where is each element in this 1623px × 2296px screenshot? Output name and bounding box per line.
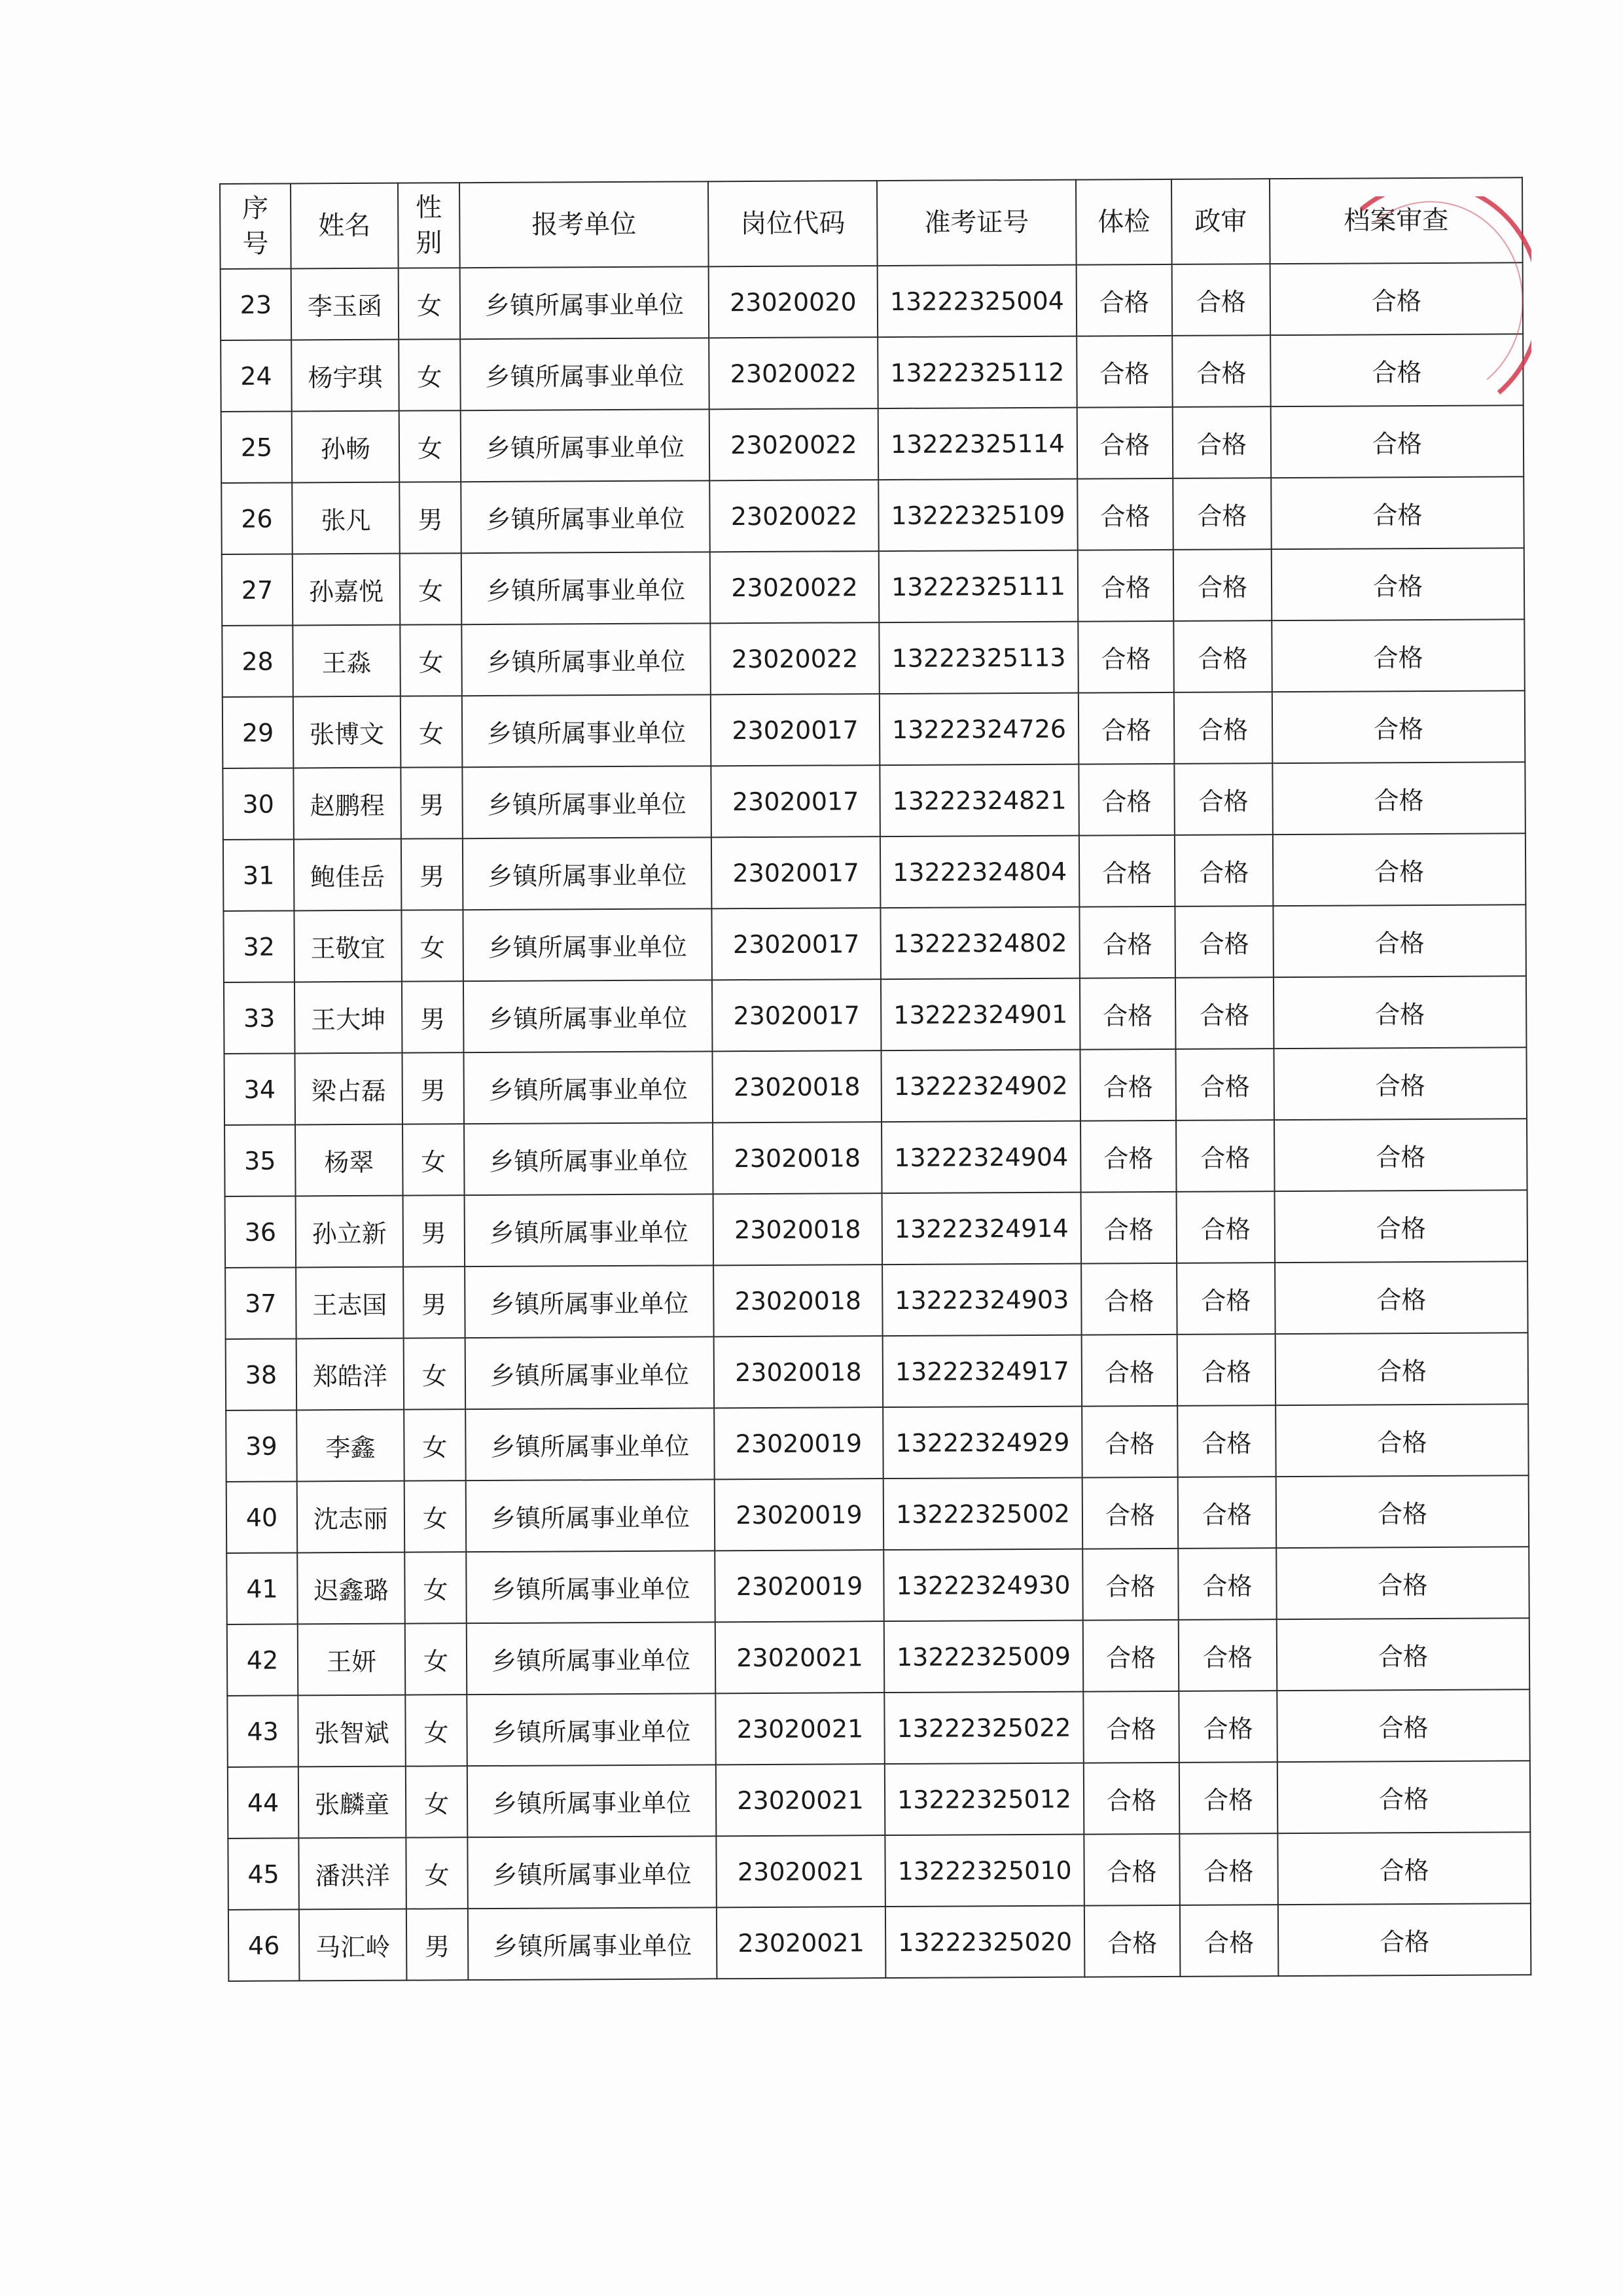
gender-cell: 女 xyxy=(399,410,461,482)
physical-result-cell: 合格 xyxy=(1080,1049,1176,1121)
header-archive: 档案审查 xyxy=(1270,177,1523,264)
gender-cell: 女 xyxy=(399,339,461,410)
gender-cell: 男 xyxy=(401,838,463,910)
physical-result-cell: 合格 xyxy=(1084,1834,1180,1906)
unit-cell: 乡镇所属事业单位 xyxy=(460,266,709,339)
ticket-no-cell: 13222325009 xyxy=(884,1621,1084,1693)
ticket-no-cell: 13222324904 xyxy=(882,1121,1081,1193)
physical-result-cell: 合格 xyxy=(1079,692,1175,764)
post-code-cell: 23020022 xyxy=(709,408,879,480)
gender-cell: 男 xyxy=(402,1052,464,1124)
post-code-cell: 23020019 xyxy=(714,1407,883,1479)
unit-cell: 乡镇所属事业单位 xyxy=(461,480,710,553)
seq-cell: 23 xyxy=(221,268,292,340)
political-result-cell: 合格 xyxy=(1179,1619,1277,1691)
post-code-cell: 23020022 xyxy=(710,622,880,694)
header-physical: 体检 xyxy=(1076,179,1172,265)
table-row xyxy=(228,1832,1531,1910)
unit-cell: 乡镇所属事业单位 xyxy=(468,1907,717,1980)
political-result-cell: 合格 xyxy=(1177,1334,1276,1406)
physical-result-cell: 合格 xyxy=(1083,1620,1179,1692)
archive-result-cell: 合格 xyxy=(1276,1547,1529,1619)
unit-cell: 乡镇所属事业单位 xyxy=(461,409,710,482)
ticket-no-cell: 13222325004 xyxy=(878,265,1077,337)
table-row xyxy=(223,691,1525,768)
name-cell: 孙嘉悦 xyxy=(293,554,401,626)
archive-result-cell: 合格 xyxy=(1277,1618,1530,1691)
physical-result-cell: 合格 xyxy=(1081,1263,1177,1335)
gender-cell: 女 xyxy=(406,1837,468,1909)
political-result-cell: 合格 xyxy=(1174,692,1273,764)
post-code-cell: 23020020 xyxy=(709,266,878,338)
post-code-cell: 23020021 xyxy=(716,1764,885,1836)
name-cell: 张凡 xyxy=(292,482,400,554)
political-result-cell: 合格 xyxy=(1180,1905,1279,1977)
table-row xyxy=(221,262,1524,340)
post-code-cell: 23020018 xyxy=(713,1193,883,1265)
physical-result-cell: 合格 xyxy=(1084,1763,1180,1835)
post-code-cell: 23020022 xyxy=(709,337,878,409)
unit-cell: 乡镇所属事业单位 xyxy=(465,1265,714,1338)
table-row xyxy=(224,1047,1527,1125)
table-row xyxy=(225,1190,1528,1268)
gender-cell: 女 xyxy=(401,910,463,981)
name-cell: 杨宇琪 xyxy=(291,340,399,412)
name-cell: 沈志丽 xyxy=(297,1481,405,1553)
table-row xyxy=(226,1404,1529,1482)
name-cell: 潘洪洋 xyxy=(298,1838,406,1910)
ticket-no-cell: 13222325020 xyxy=(885,1906,1085,1978)
unit-cell: 乡镇所属事业单位 xyxy=(463,1051,713,1124)
political-result-cell: 合格 xyxy=(1179,1762,1278,1834)
political-result-cell: 合格 xyxy=(1175,977,1274,1049)
archive-result-cell: 合格 xyxy=(1276,1475,1529,1548)
political-result-cell: 合格 xyxy=(1174,763,1273,835)
name-cell: 王志国 xyxy=(296,1267,404,1339)
unit-cell: 乡镇所属事业单位 xyxy=(461,623,711,696)
archive-result-cell: 合格 xyxy=(1271,405,1524,478)
unit-cell: 乡镇所属事业单位 xyxy=(463,908,712,981)
name-cell: 孙畅 xyxy=(292,411,400,483)
ticket-no-cell: 13222325114 xyxy=(878,408,1078,480)
table-row xyxy=(223,833,1526,911)
physical-result-cell: 合格 xyxy=(1078,550,1174,622)
physical-result-cell: 合格 xyxy=(1079,835,1175,907)
unit-cell: 乡镇所属事业单位 xyxy=(461,552,711,624)
political-result-cell: 合格 xyxy=(1179,1833,1278,1905)
unit-cell: 乡镇所属事业单位 xyxy=(463,837,712,910)
archive-result-cell: 合格 xyxy=(1277,1832,1531,1905)
gender-cell: 男 xyxy=(406,1909,469,1980)
table-row xyxy=(226,1333,1529,1410)
ticket-no-cell: 13222325111 xyxy=(879,550,1079,622)
name-cell: 王大坤 xyxy=(294,982,402,1054)
physical-result-cell: 合格 xyxy=(1080,978,1176,1050)
physical-result-cell: 合格 xyxy=(1079,906,1175,978)
table-body xyxy=(221,262,1531,1981)
post-code-cell: 23020018 xyxy=(713,1265,883,1336)
archive-result-cell: 合格 xyxy=(1275,1261,1528,1334)
political-result-cell: 合格 xyxy=(1177,1191,1275,1263)
political-result-cell: 合格 xyxy=(1172,335,1271,407)
archive-result-cell: 合格 xyxy=(1275,1190,1528,1263)
archive-result-cell: 合格 xyxy=(1278,1903,1531,1976)
political-result-cell: 合格 xyxy=(1172,264,1271,336)
seq-cell: 28 xyxy=(222,625,293,697)
ticket-no-cell: 13222325112 xyxy=(878,336,1077,408)
political-result-cell: 合格 xyxy=(1173,549,1272,621)
table-row xyxy=(225,1261,1528,1339)
header-name: 姓名 xyxy=(291,183,399,269)
seq-cell: 43 xyxy=(227,1695,298,1767)
header-gender xyxy=(398,183,460,268)
seq-cell: 44 xyxy=(228,1767,299,1839)
ticket-no-cell: 13222325113 xyxy=(879,622,1079,694)
archive-result-cell: 合格 xyxy=(1277,1689,1530,1762)
post-code-cell: 23020021 xyxy=(715,1693,885,1765)
political-result-cell: 合格 xyxy=(1178,1477,1277,1549)
name-cell: 王妍 xyxy=(298,1624,406,1696)
physical-result-cell: 合格 xyxy=(1077,264,1173,336)
archive-result-cell: 合格 xyxy=(1270,262,1524,335)
physical-result-cell: 合格 xyxy=(1084,1905,1181,1977)
name-cell: 李玉函 xyxy=(291,268,399,340)
post-code-cell: 23020021 xyxy=(715,1621,885,1693)
seq-cell: 35 xyxy=(224,1124,296,1196)
seq-cell: 42 xyxy=(227,1624,298,1696)
archive-result-cell: 合格 xyxy=(1272,548,1525,620)
archive-result-cell: 合格 xyxy=(1274,976,1527,1049)
gender-cell: 女 xyxy=(404,1338,466,1409)
archive-result-cell: 合格 xyxy=(1274,1047,1527,1120)
name-cell: 郑皓洋 xyxy=(296,1338,404,1410)
gender-cell: 女 xyxy=(404,1552,467,1623)
seq-cell: 41 xyxy=(226,1552,298,1624)
political-result-cell: 合格 xyxy=(1175,834,1274,906)
seq-cell: 45 xyxy=(228,1838,299,1910)
unit-cell: 乡镇所属事业单位 xyxy=(467,1622,716,1695)
post-code-cell: 23020017 xyxy=(711,908,881,980)
seq-cell: 46 xyxy=(228,1909,300,1981)
seq-cell: 34 xyxy=(224,1053,295,1125)
unit-cell: 乡镇所属事业单位 xyxy=(465,1194,714,1266)
political-result-cell: 合格 xyxy=(1176,1120,1275,1192)
name-cell: 梁占磊 xyxy=(294,1053,402,1125)
physical-result-cell: 合格 xyxy=(1078,621,1174,693)
political-result-cell: 合格 xyxy=(1178,1548,1277,1620)
post-code-cell: 23020021 xyxy=(717,1907,886,1979)
archive-result-cell: 合格 xyxy=(1272,619,1525,692)
unit-cell: 乡镇所属事业单位 xyxy=(460,338,709,410)
unit-cell: 乡镇所属事业单位 xyxy=(467,1836,717,1909)
gender-cell: 女 xyxy=(404,1480,467,1552)
name-cell: 马汇岭 xyxy=(299,1909,407,1981)
unit-cell: 乡镇所属事业单位 xyxy=(464,1122,713,1195)
archive-result-cell: 合格 xyxy=(1273,833,1526,906)
post-code-cell: 23020018 xyxy=(713,1122,882,1194)
ticket-no-cell: 13222325022 xyxy=(884,1692,1084,1764)
gender-cell: 男 xyxy=(399,482,461,553)
table-row xyxy=(224,1119,1527,1196)
unit-cell: 乡镇所属事业单位 xyxy=(465,1336,715,1409)
physical-result-cell: 合格 xyxy=(1082,1406,1178,1478)
ticket-no-cell: 13222325002 xyxy=(883,1478,1083,1550)
seq-cell: 38 xyxy=(226,1338,297,1410)
name-cell: 张智斌 xyxy=(298,1695,406,1767)
table-row xyxy=(227,1689,1530,1767)
name-cell: 王淼 xyxy=(293,625,401,697)
name-cell: 孙立新 xyxy=(296,1196,404,1268)
header-seq xyxy=(220,183,291,269)
seq-cell: 37 xyxy=(225,1267,296,1339)
seq-cell: 24 xyxy=(221,340,292,412)
seq-cell: 27 xyxy=(222,554,293,626)
archive-result-cell: 合格 xyxy=(1273,905,1526,977)
seq-cell: 31 xyxy=(223,839,294,911)
ticket-no-cell: 13222324903 xyxy=(882,1264,1082,1336)
header-seq-line2: 号 xyxy=(242,228,269,259)
gender-cell: 女 xyxy=(405,1623,467,1695)
table-row xyxy=(228,1903,1531,1981)
table-row xyxy=(221,334,1524,412)
header-political: 政审 xyxy=(1171,179,1270,264)
political-result-cell: 合格 xyxy=(1177,1405,1276,1477)
unit-cell: 乡镇所属事业单位 xyxy=(463,980,713,1052)
seq-cell: 33 xyxy=(224,982,295,1054)
ticket-no-cell: 13222324726 xyxy=(880,693,1079,765)
gender-cell: 女 xyxy=(406,1766,468,1837)
physical-result-cell: 合格 xyxy=(1080,1121,1177,1193)
header-post-code: 岗位代码 xyxy=(708,181,878,266)
physical-result-cell: 合格 xyxy=(1077,407,1173,479)
name-cell: 赵鹏程 xyxy=(293,768,401,840)
ticket-no-cell: 13222324902 xyxy=(881,1050,1080,1122)
gender-cell: 女 xyxy=(404,1409,466,1480)
table-row xyxy=(227,1618,1530,1696)
post-code-cell: 23020018 xyxy=(712,1050,882,1122)
political-result-cell: 合格 xyxy=(1173,478,1272,550)
seq-cell: 32 xyxy=(223,910,294,982)
table-row xyxy=(221,476,1524,554)
seq-cell: 29 xyxy=(223,696,294,768)
archive-result-cell: 合格 xyxy=(1277,1761,1531,1833)
gender-cell: 女 xyxy=(401,696,463,767)
table-row xyxy=(222,548,1525,626)
seq-cell: 30 xyxy=(223,768,294,840)
name-cell: 王敬宜 xyxy=(294,910,402,982)
ticket-no-cell: 13222325012 xyxy=(885,1763,1084,1835)
political-result-cell: 合格 xyxy=(1173,620,1272,692)
physical-result-cell: 合格 xyxy=(1082,1549,1179,1621)
gender-cell: 女 xyxy=(399,268,461,339)
archive-result-cell: 合格 xyxy=(1275,1404,1529,1477)
ticket-no-cell: 13222324802 xyxy=(880,907,1080,979)
ticket-no-cell: 13222324917 xyxy=(883,1335,1082,1407)
political-result-cell: 合格 xyxy=(1179,1691,1277,1763)
name-cell: 鲍佳岳 xyxy=(294,839,402,911)
unit-cell: 乡镇所属事业单位 xyxy=(466,1551,715,1623)
political-result-cell: 合格 xyxy=(1175,906,1274,978)
name-cell: 张麟童 xyxy=(298,1767,406,1839)
name-cell: 张博文 xyxy=(293,696,401,768)
post-code-cell: 23020017 xyxy=(711,765,880,837)
gender-cell: 女 xyxy=(402,1124,465,1195)
table-row xyxy=(221,405,1524,483)
unit-cell: 乡镇所属事业单位 xyxy=(462,766,711,838)
post-code-cell: 23020018 xyxy=(714,1336,883,1408)
post-code-cell: 23020022 xyxy=(709,480,879,552)
table-row xyxy=(224,976,1527,1054)
physical-result-cell: 合格 xyxy=(1077,336,1173,408)
seq-cell: 36 xyxy=(225,1196,296,1268)
seq-cell: 40 xyxy=(226,1481,298,1553)
ticket-no-cell: 13222324914 xyxy=(882,1193,1082,1265)
gender-cell: 女 xyxy=(400,553,462,624)
archive-result-cell: 合格 xyxy=(1271,476,1524,549)
table-row xyxy=(223,762,1525,840)
physical-result-cell: 合格 xyxy=(1077,478,1173,550)
gender-cell: 女 xyxy=(405,1695,467,1766)
seq-cell: 26 xyxy=(221,482,293,554)
ticket-no-cell: 13222324901 xyxy=(881,978,1080,1050)
physical-result-cell: 合格 xyxy=(1079,764,1175,836)
post-code-cell: 23020022 xyxy=(710,551,880,623)
header-gender-line1: 性 xyxy=(416,192,442,223)
unit-cell: 乡镇所属事业单位 xyxy=(466,1479,715,1552)
post-code-cell: 23020021 xyxy=(716,1835,885,1907)
ticket-no-cell: 13222324930 xyxy=(883,1549,1083,1621)
gender-cell: 男 xyxy=(401,767,463,838)
table-row xyxy=(226,1547,1529,1624)
table-row xyxy=(223,905,1526,982)
archive-result-cell: 合格 xyxy=(1274,1119,1527,1191)
name-cell: 迟鑫璐 xyxy=(297,1552,405,1624)
table-row xyxy=(228,1761,1531,1839)
post-code-cell: 23020019 xyxy=(715,1479,884,1551)
unit-cell: 乡镇所属事业单位 xyxy=(467,1765,717,1837)
political-result-cell: 合格 xyxy=(1173,406,1272,478)
table-row xyxy=(222,619,1525,697)
header-seq-line1: 序 xyxy=(242,193,269,224)
name-cell: 李鑫 xyxy=(296,1410,404,1482)
seq-cell: 25 xyxy=(221,411,293,483)
political-result-cell: 合格 xyxy=(1177,1263,1275,1335)
ticket-no-cell: 13222324804 xyxy=(880,836,1080,908)
table-row xyxy=(226,1475,1529,1553)
gender-cell: 女 xyxy=(400,624,462,696)
unit-cell: 乡镇所属事业单位 xyxy=(462,694,711,767)
post-code-cell: 23020017 xyxy=(711,836,881,908)
header-gender-line2: 别 xyxy=(416,228,442,259)
political-result-cell: 合格 xyxy=(1175,1049,1274,1121)
physical-result-cell: 合格 xyxy=(1083,1691,1179,1763)
gender-cell: 男 xyxy=(403,1195,465,1266)
physical-result-cell: 合格 xyxy=(1082,1477,1179,1549)
seq-cell: 39 xyxy=(226,1410,297,1482)
archive-result-cell: 合格 xyxy=(1272,762,1525,834)
post-code-cell: 23020017 xyxy=(712,979,882,1051)
gender-cell: 男 xyxy=(403,1266,465,1338)
qualification-roster-table xyxy=(219,177,1531,1982)
post-code-cell: 23020019 xyxy=(715,1550,884,1622)
table-header-row xyxy=(220,177,1523,269)
archive-result-cell: 合格 xyxy=(1270,334,1524,406)
unit-cell: 乡镇所属事业单位 xyxy=(467,1693,716,1766)
post-code-cell: 23020017 xyxy=(711,694,880,766)
ticket-no-cell: 13222325109 xyxy=(878,479,1078,551)
archive-result-cell: 合格 xyxy=(1275,1333,1529,1405)
physical-result-cell: 合格 xyxy=(1081,1192,1177,1264)
header-unit: 报考单位 xyxy=(459,181,709,268)
gender-cell: 男 xyxy=(402,981,464,1052)
ticket-no-cell: 13222324821 xyxy=(880,764,1079,836)
name-cell: 杨翠 xyxy=(295,1124,403,1196)
ticket-no-cell: 13222325010 xyxy=(885,1835,1084,1907)
archive-result-cell: 合格 xyxy=(1272,691,1525,763)
ticket-no-cell: 13222324929 xyxy=(883,1407,1082,1479)
header-ticket-no: 准考证号 xyxy=(877,180,1077,266)
physical-result-cell: 合格 xyxy=(1082,1335,1178,1407)
unit-cell: 乡镇所属事业单位 xyxy=(465,1408,715,1480)
